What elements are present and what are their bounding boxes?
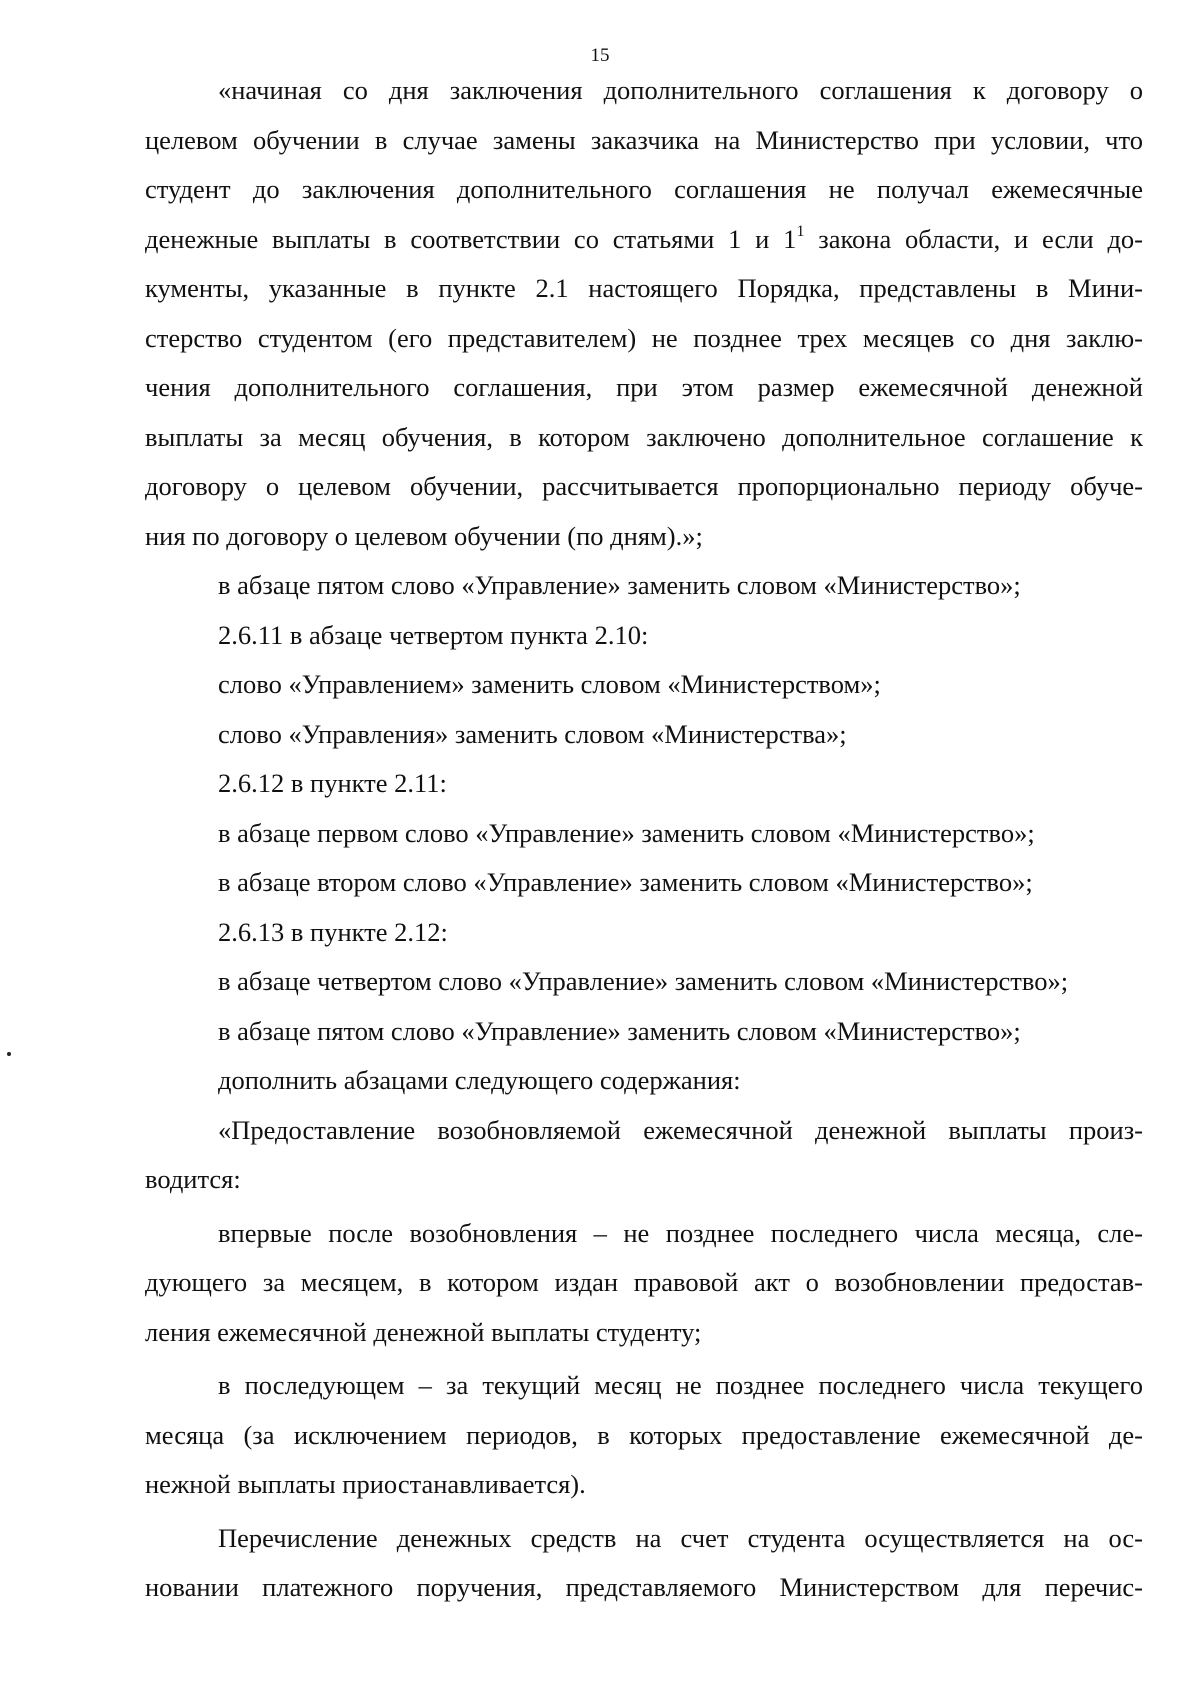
paragraph-line: впервые после возобновления – не позднее последнего числа месяца, сле- <box>218 1217 1143 1248</box>
paragraph-line: «начиная со дня заключения дополнительного соглашения к договору о <box>218 75 1143 105</box>
paragraph-line <box>145 215 1143 265</box>
paragraph-line: целевом обучении в случае замены заказчика на Министерство при условии, что <box>145 124 1143 155</box>
paragraph-line: кументы, указанные в пункте 2.1 настоящего Порядка, представлены в Мини- <box>145 273 1143 303</box>
paragraph-line: дующего за месяцем, в котором издан правовой акт о возобновлении предостав- <box>145 1267 1143 1297</box>
paragraph: в абзаце четвертом слово «Управление» заменить словом «Министерство»; <box>218 966 1069 996</box>
paragraph-line: водится: <box>145 1164 241 1194</box>
paragraph: в абзаце втором слово «Управление» заменить словом «Министерство»; <box>218 867 1033 897</box>
paragraph-line: ления ежемесячной денежной выплаты студенту; <box>145 1316 702 1347</box>
document-body <box>145 66 1143 1613</box>
paragraph-line: договору о целевом обучении, рассчитывается пропорционально периоду обуче- <box>145 471 1143 501</box>
paragraph-line: Перечисление денежных средств на счет студента осуществляется на ос- <box>218 1522 1143 1553</box>
paragraph-line: ния по договору о целевом обучении (по дням).»; <box>145 520 703 551</box>
paragraph: дополнить абзацами следующего содержания: <box>218 1065 741 1095</box>
paragraph-line: выплаты за месяц обучения, в котором заключено дополнительное соглашение к <box>145 421 1143 452</box>
paragraph-line: чения дополнительного соглашения, при этом размер ежемесячной денежной <box>145 372 1143 402</box>
paragraph: в абзаце первом слово «Управление» заменить словом «Министерство»; <box>218 817 1035 848</box>
paragraph: в абзаце пятом слово «Управление» заменить словом «Министерство»; <box>218 570 1021 600</box>
superscript: 1 <box>796 222 805 240</box>
scan-speck <box>7 1052 11 1056</box>
paragraph: 2.6.13 в пункте 2.12: <box>218 916 448 947</box>
paragraph-line: в последующем – за текущий месяц не позднее последнего числа текущего <box>218 1370 1143 1400</box>
paragraph-line: стерство студентом (его представителем) не позднее трех месяцев со дня заклю- <box>145 322 1143 353</box>
paragraph: слово «Управлением» заменить словом «Министерством»; <box>218 669 881 699</box>
paragraph-line: нежной выплаты приостанавливается). <box>145 1469 586 1499</box>
paragraph: 2.6.12 в пункте 2.11: <box>218 768 447 798</box>
paragraph: в абзаце пятом слово «Управление» заменить словом «Министерство»; <box>218 1015 1021 1046</box>
page-number: 15 <box>590 45 610 66</box>
paragraph-line: месяца (за исключением периодов, в которых предоставление ежемесячной де- <box>145 1419 1143 1450</box>
paragraph-line: «Предоставление возобновляемой ежемесячной денежной выплаты произ- <box>218 1114 1143 1145</box>
paragraph: 2.6.11 в абзаце четвертом пункта 2.10: <box>218 619 649 650</box>
paragraph-line: новании платежного поручения, представляемого Министерством для перечис- <box>145 1572 1143 1602</box>
paragraph: слово «Управления» заменить словом «Министерства»; <box>218 718 847 749</box>
text-fragment: денежные выплаты в соответствии со статьями 1 и 1 <box>145 223 797 254</box>
paragraph-line: студент до заключения дополнительного соглашения не получал ежемесячные <box>145 174 1143 204</box>
text-fragment: закона области, и если до- <box>804 223 1143 254</box>
